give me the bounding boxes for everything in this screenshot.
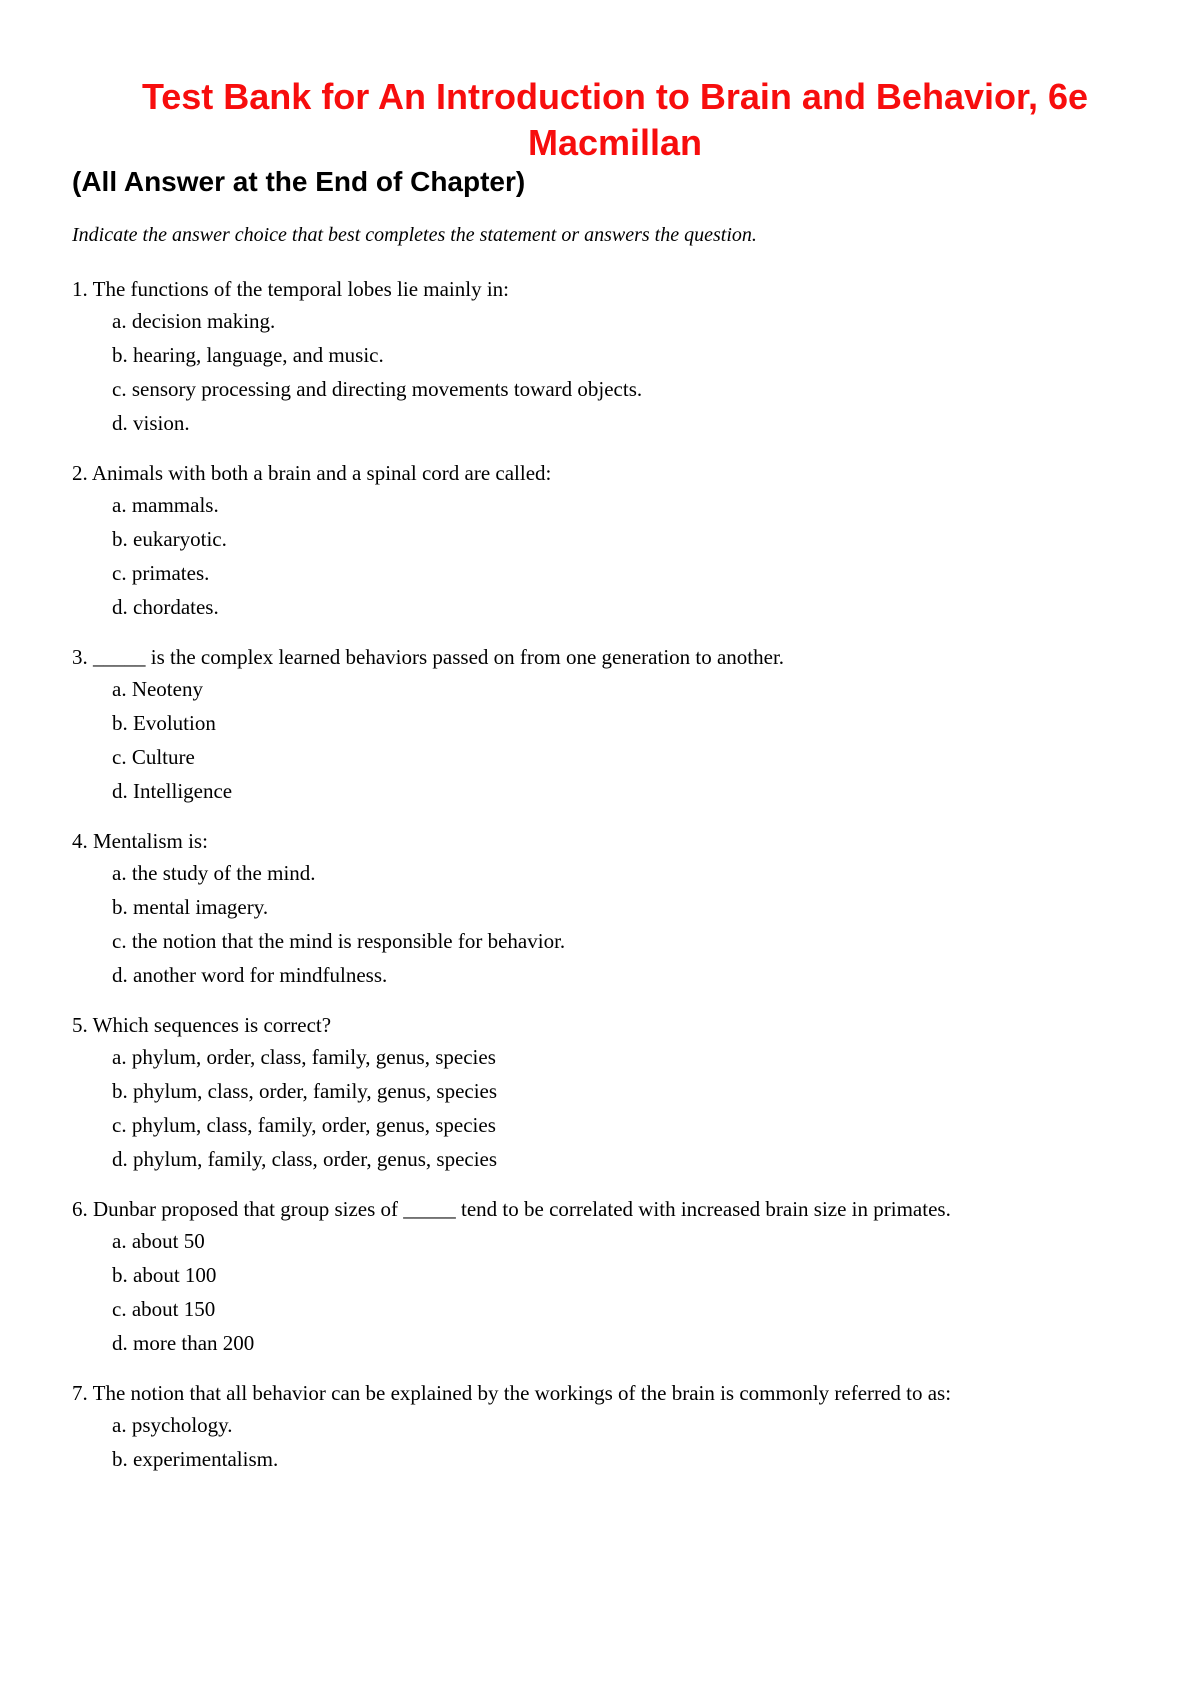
answer-choice: c. primates. — [112, 561, 210, 585]
question-item — [72, 1378, 1152, 1476]
question-item — [72, 826, 1152, 992]
question-list — [72, 274, 1152, 1494]
answer-choice: a. mammals. — [112, 493, 219, 517]
answer-choice: d. another word for mindfulness. — [112, 963, 388, 987]
answer-choice: c. sensory processing and directing movements toward objects. — [112, 377, 643, 401]
answer-choice: b. experimentalism. — [112, 1447, 279, 1471]
answer-choice: a. phylum, order, class, family, genus, species — [112, 1045, 496, 1069]
answer-choice: d. vision. — [112, 411, 190, 435]
answer-choice: a. Neoteny — [112, 677, 203, 701]
question-stem: 2. Animals with both a brain and a spinal cord are called: — [72, 461, 552, 485]
question-item — [72, 642, 1152, 808]
question-stem: 5. Which sequences is correct? — [72, 1013, 332, 1037]
answer-choice: c. Culture — [112, 745, 195, 769]
answer-choice: c. phylum, class, family, order, genus, species — [112, 1113, 496, 1137]
answer-choice: a. the study of the mind. — [112, 861, 316, 885]
answer-choice: d. chordates. — [112, 595, 219, 619]
question-stem: 1. The functions of the temporal lobes lie mainly in: — [72, 277, 510, 301]
answer-choice: a. psychology. — [112, 1413, 233, 1437]
answer-choice: b. phylum, class, order, family, genus, species — [112, 1079, 498, 1103]
answer-choice: d. Intelligence — [112, 779, 233, 803]
document-subtitle: (All Answer at the End of Chapter) — [72, 166, 526, 197]
answer-choice: b. eukaryotic. — [112, 527, 227, 551]
answer-choice: c. about 150 — [112, 1297, 216, 1321]
question-item — [72, 274, 1152, 440]
answer-choice: b. Evolution — [112, 711, 216, 735]
question-item — [72, 1194, 1152, 1360]
answer-choice: a. decision making. — [112, 309, 276, 333]
answer-choice: d. phylum, family, class, order, genus, species — [112, 1147, 498, 1171]
question-item — [72, 458, 1152, 624]
question-stem: 3. _____ is the complex learned behaviors passed on from one generation to another. — [72, 645, 785, 669]
answer-choice: b. hearing, language, and music. — [112, 343, 384, 367]
question-stem: 7. The notion that all behavior can be explained by the workings of the brain is commonly referred to as: — [72, 1381, 952, 1405]
question-stem: 6. Dunbar proposed that group sizes of _____ tend to be correlated with increased brain size in primates. — [72, 1197, 951, 1221]
answer-choice: d. more than 200 — [112, 1331, 255, 1355]
answer-choice: a. about 50 — [112, 1229, 205, 1253]
document-title: Test Bank for An Introduction to Brain and Behavior, 6e Macmillan — [141, 76, 1089, 163]
instructions-text: Indicate the answer choice that best completes the statement or answers the question. — [72, 224, 757, 246]
answer-choice: b. mental imagery. — [112, 895, 269, 919]
question-stem: 4. Mentalism is: — [72, 829, 208, 853]
question-item — [72, 1010, 1152, 1176]
answer-choice: c. the notion that the mind is responsible for behavior. — [112, 929, 566, 953]
answer-choice: b. about 100 — [112, 1263, 217, 1287]
